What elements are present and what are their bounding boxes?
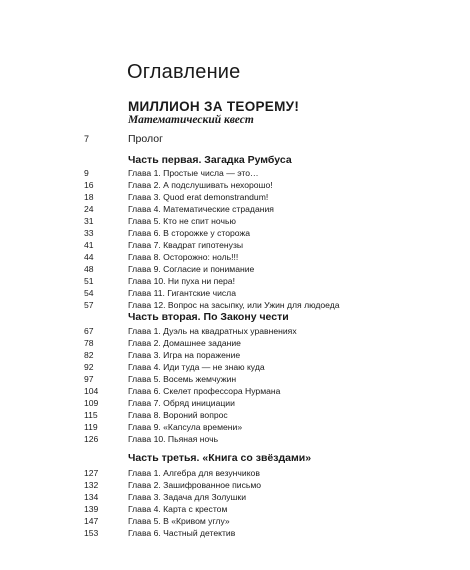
entry-label: Глава 9. «Капсула времени» [128, 422, 243, 432]
toc-entry[interactable] [0, 409, 470, 421]
page-number: 18 [84, 192, 94, 202]
part-title: Часть вторая. По Закону чести [128, 311, 289, 323]
toc-entry[interactable] [0, 215, 470, 227]
page-number: 7 [84, 134, 90, 144]
entry-label: Глава 4. Иди туда — не знаю куда [128, 362, 265, 372]
page-number: 115 [84, 410, 98, 420]
toc-entry[interactable] [0, 263, 470, 275]
entry-label: Глава 3. Задача для Золушки [128, 492, 246, 502]
toc-entry[interactable] [0, 349, 470, 361]
entry-label: Глава 5. Кто не спит ночью [128, 216, 236, 226]
page-number: 92 [84, 362, 94, 372]
entry-label: Глава 2. А подслушивать нехорошо! [128, 180, 273, 190]
page-number: 51 [84, 276, 94, 286]
entry-label: Глава 1. Дуэль на квадратных уравнениях [128, 326, 297, 336]
page-number: 126 [84, 434, 99, 444]
page-number: 31 [84, 216, 94, 226]
entry-label: Глава 7. Обряд инициации [128, 398, 235, 408]
page-number: 48 [84, 264, 94, 274]
toc-entry[interactable] [0, 421, 470, 433]
entry-label: Глава 2. Домашнее задание [128, 338, 241, 348]
entry-label: Глава 6. Частный детектив [128, 528, 236, 538]
book-subtitle: Математический квест [128, 114, 254, 126]
part-title: Часть первая. Загадка Румбуса [128, 154, 292, 166]
toc-entry[interactable] [0, 227, 470, 239]
entry-label: Глава 10. Пьяная ночь [128, 434, 219, 444]
page-number: 104 [84, 386, 99, 396]
toc-entry[interactable] [0, 239, 470, 251]
toc-entry[interactable] [0, 337, 470, 349]
book-title: МИЛЛИОН ЗА ТЕОРЕМУ! [128, 99, 300, 114]
toc-entry[interactable] [0, 167, 470, 179]
toc-entry[interactable] [0, 491, 470, 503]
page-number: 132 [84, 480, 99, 490]
page-number: 33 [84, 228, 94, 238]
page-number: 78 [84, 338, 94, 348]
page-number: 134 [84, 492, 99, 502]
toc-entry[interactable] [0, 191, 470, 203]
toc-entry[interactable] [0, 361, 470, 373]
entry-label: Глава 6. В сторожке у сторожа [128, 228, 251, 238]
page-number: 153 [84, 528, 99, 538]
toc-entry[interactable] [0, 527, 470, 539]
entry-label: Глава 5. В «Кривом углу» [128, 516, 230, 526]
toc-entry[interactable] [0, 373, 470, 385]
entry-label: Глава 3. Quod erat demonstrandum! [128, 192, 269, 202]
entry-label: Глава 6. Скелет профессора Нурмана [128, 386, 281, 396]
entry-label: Глава 4. Математические страдания [128, 204, 274, 214]
page-number: 41 [84, 240, 94, 250]
toc-entry[interactable] [0, 287, 470, 299]
entry-label: Глава 2. Зашифрованное письмо [128, 480, 262, 490]
page-title: Оглавление [127, 61, 241, 83]
entry-label: Глава 8. Осторожно: ноль!!! [128, 252, 239, 262]
toc-entry[interactable] [0, 515, 470, 527]
page-number: 82 [84, 350, 94, 360]
toc-entry[interactable] [0, 397, 470, 409]
part-title: Часть третья. «Книга со звёздами» [128, 452, 312, 464]
page-number: 24 [84, 204, 94, 214]
toc-entry-prolog[interactable] [0, 132, 470, 146]
toc-entry[interactable] [0, 251, 470, 263]
toc-entry[interactable] [0, 479, 470, 491]
toc-entry[interactable] [0, 203, 470, 215]
page-number: 67 [84, 326, 94, 336]
entry-label: Глава 12. Вопрос на засыпку, или Ужин для людоеда [128, 300, 340, 310]
toc-entry[interactable] [0, 325, 470, 337]
entry-label: Глава 11. Гигантские числа [128, 288, 236, 298]
toc-entry[interactable] [0, 503, 470, 515]
entry-label: Пролог [128, 133, 163, 145]
page-number: 54 [84, 288, 94, 298]
page-number: 9 [84, 168, 89, 178]
toc-entry[interactable] [0, 433, 470, 445]
toc-entry[interactable] [0, 467, 470, 479]
entry-label: Глава 3. Игра на поражение [128, 350, 241, 360]
entry-label: Глава 1. Простые числа — это… [128, 168, 259, 178]
page-number: 57 [84, 300, 94, 310]
entry-label: Глава 4. Карта с крестом [128, 504, 228, 514]
page-number: 44 [84, 252, 94, 262]
page-number: 127 [84, 468, 99, 478]
entry-label: Глава 5. Восемь жемчужин [128, 374, 237, 384]
page-number: 109 [84, 398, 99, 408]
page-number: 97 [84, 374, 94, 384]
entry-label: Глава 10. Ни пуха ни пера! [128, 276, 235, 286]
entry-label: Глава 1. Алгебра для везунчиков [128, 468, 260, 478]
entry-label: Глава 7. Квадрат гипотенузы [128, 240, 244, 250]
page-number: 16 [84, 180, 94, 190]
page-number: 119 [84, 422, 98, 432]
toc-entry[interactable] [0, 179, 470, 191]
page-number: 139 [84, 504, 99, 514]
page-number: 147 [84, 516, 99, 526]
toc-entry[interactable] [0, 385, 470, 397]
toc-entry[interactable] [0, 299, 470, 311]
entry-label: Глава 8. Вороний вопрос [128, 410, 228, 420]
entry-label: Глава 9. Согласие и понимание [128, 264, 255, 274]
toc-entry[interactable] [0, 275, 470, 287]
